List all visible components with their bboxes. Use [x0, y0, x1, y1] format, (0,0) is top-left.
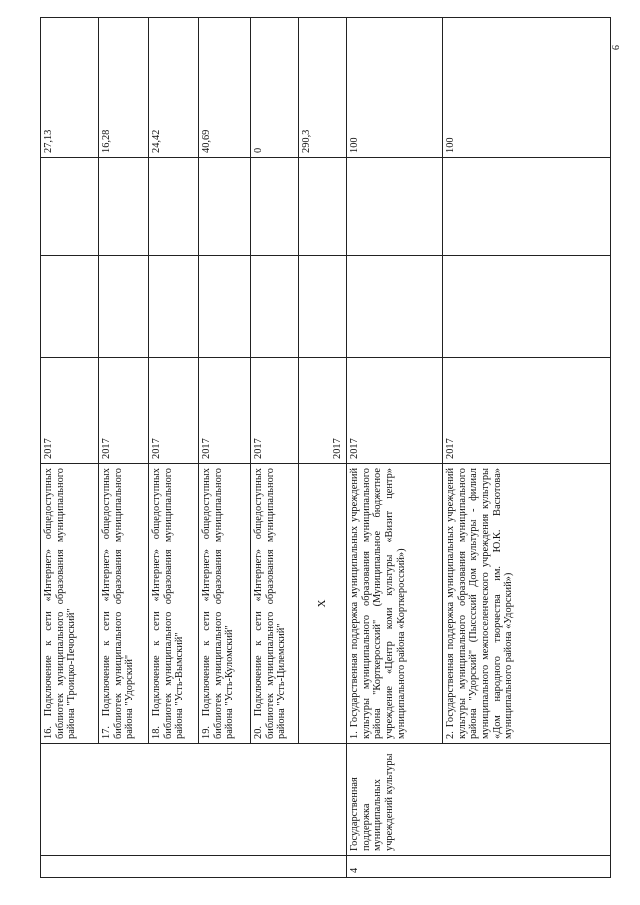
- measure-description: 1. Государственная поддержка муниципальных учреждений культуры муниципального образования муниципального района "Корткеросский" (Муниципальное бюджетное учреждение «Центр коми культуры «Визит центр» муниципального района «Корткеросский»): [347, 464, 443, 744]
- empty-cell: [149, 256, 199, 358]
- empty-cell: [443, 256, 611, 358]
- year-cell: 2017: [99, 358, 149, 464]
- total-marker: Х: [299, 464, 347, 744]
- program-table: [40, 17, 611, 878]
- amount-cell: 100: [347, 18, 443, 158]
- empty-cell: [347, 256, 443, 358]
- measure-description: 17. Подключение к сети «Интернет» общедоступных библиотек муниципального образования муниципального района "Удорский": [99, 464, 149, 744]
- page-number: 9: [609, 45, 620, 50]
- table-row: [347, 18, 443, 878]
- amount-cell: 24,42: [149, 18, 199, 158]
- year-cell: 2017: [443, 358, 611, 464]
- empty-cell: [99, 256, 149, 358]
- year-cell: 2017: [251, 358, 299, 464]
- empty-cell: [299, 256, 347, 358]
- amount-cell: 27,13: [41, 18, 99, 158]
- empty-cell: [41, 158, 99, 256]
- empty-cell: [199, 256, 251, 358]
- measure-description: 2. Государственная поддержка муниципальных учреждений культуры муниципального образования муниципального района "Удорский" (Пыссский Дом культуры - филиал муниципального межпоселенческого учреждения культуры «Дом народного творчества им. Ю.К. Васютова» муниципального района «Удорский»): [443, 464, 611, 744]
- rotated-table-wrapper: [40, 18, 610, 878]
- empty-cell: [41, 256, 99, 358]
- amount-cell: 290,3: [299, 18, 347, 158]
- amount-cell: 100: [443, 18, 611, 158]
- empty-cell: [99, 158, 149, 256]
- measure-description: 19. Подключение к сети «Интернет» общедоступных библиотек муниципального образования муниципального района "Усть-Куломский": [199, 464, 251, 744]
- empty-cell: [149, 158, 199, 256]
- row-number: 4: [347, 856, 611, 878]
- year-cell: 2017: [41, 358, 99, 464]
- amount-cell: 40,69: [199, 18, 251, 158]
- empty-cell: [251, 158, 299, 256]
- empty-cell: [347, 158, 443, 256]
- year-cell: 2017: [199, 358, 251, 464]
- measure-description: 20. Подключение к сети «Интернет» общедоступных библиотек муниципального образования муниципального района "Усть-Цилемский": [251, 464, 299, 744]
- program-name: [41, 744, 347, 856]
- measure-description: 18. Подключение к сети «Интернет» общедоступных библиотек муниципального образования муниципального района "Усть-Вымский": [149, 464, 199, 744]
- empty-cell: [199, 158, 251, 256]
- table-row: [41, 18, 99, 878]
- row-number: [41, 856, 347, 878]
- year-cell: 2017: [299, 358, 347, 464]
- amount-cell: 16,28: [99, 18, 149, 158]
- program-name: Государственная поддержка муниципальных учреждений культуры: [347, 744, 611, 856]
- empty-cell: [443, 158, 611, 256]
- year-cell: 2017: [149, 358, 199, 464]
- measure-description: 16. Подключение к сети «Интернет» общедоступных библиотек муниципального образования муниципального района "Троицко-Печорский": [41, 464, 99, 744]
- amount-cell: 0: [251, 18, 299, 158]
- empty-cell: [251, 256, 299, 358]
- empty-cell: [299, 158, 347, 256]
- year-cell: 2017: [347, 358, 443, 464]
